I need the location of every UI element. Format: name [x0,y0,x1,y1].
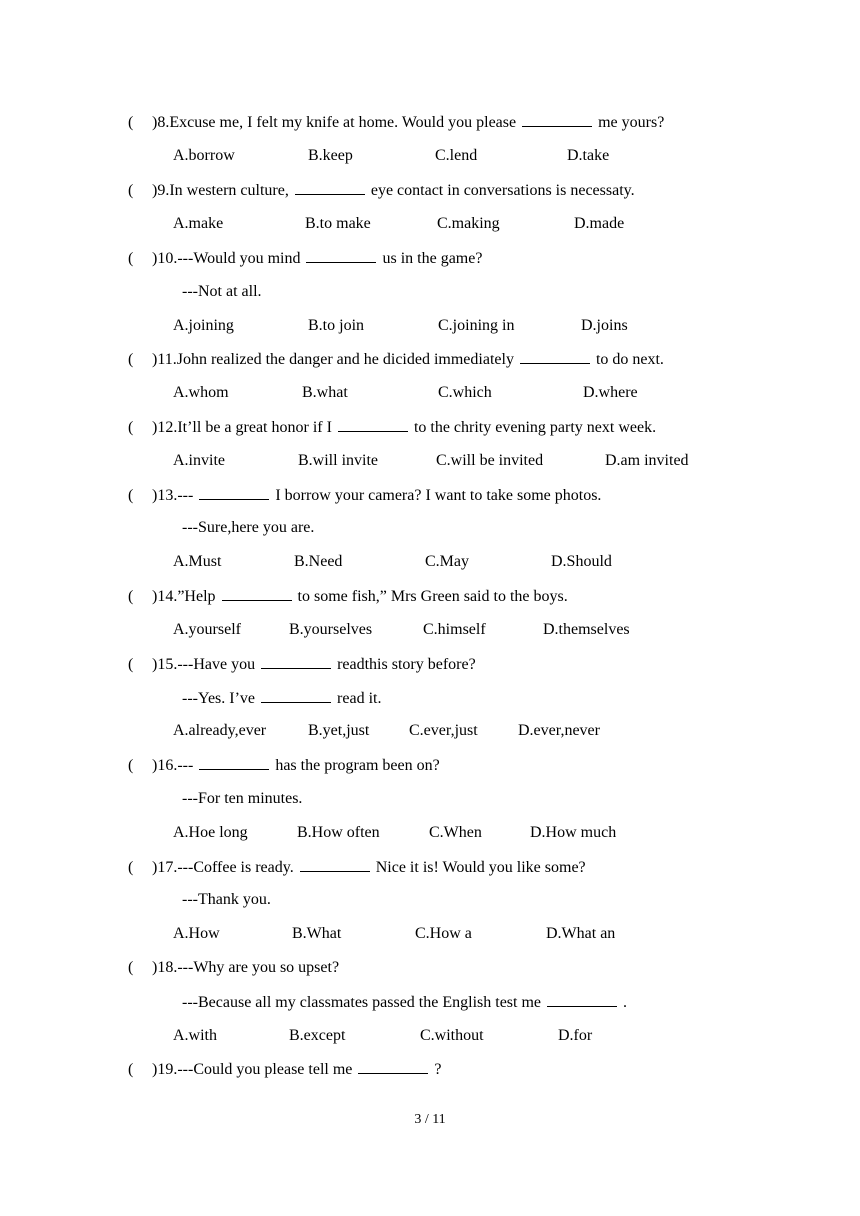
option-c[interactable]: C.making [437,215,500,232]
question-text-after: ? [434,1061,442,1078]
reply-16: ---For ten minutes. [182,790,303,807]
option-a[interactable]: A.with [173,1027,217,1044]
question-text: )18.---Why are you so upset? [152,959,340,976]
option-d[interactable]: D.themselves [543,621,630,638]
answer-blank[interactable] [358,1059,428,1074]
answer-bracket[interactable]: ( [128,114,134,131]
option-c[interactable]: C.which [438,384,492,401]
option-c[interactable]: C.ever,just [409,722,478,739]
reply-text: ---Yes. I’ve [182,690,256,707]
option-b[interactable]: B.How often [297,824,380,841]
question-text: )8.Excuse me, I felt my knife at home. Would you please [152,114,517,131]
question-text-after: readthis story before? [337,656,476,673]
reply-13: ---Sure,here you are. [182,519,315,536]
option-d[interactable]: D.am invited [605,452,689,469]
question-18 [128,958,339,978]
answer-blank[interactable] [522,112,592,127]
question-15 [128,654,476,675]
question-text-after: to do next. [595,351,664,368]
answer-bracket[interactable]: ( [128,859,134,876]
option-a[interactable]: A.whom [173,384,229,401]
answer-bracket[interactable]: ( [128,351,134,368]
question-text: )15.---Have you [152,656,256,673]
question-10 [128,248,482,269]
question-text-after: I borrow your camera? I want to take some photos. [275,487,602,504]
question-text: )14.”Help [152,588,216,605]
reply-18 [182,992,627,1013]
option-c[interactable]: C.joining in [438,317,515,334]
question-text: )9.In western culture, [152,182,289,199]
question-16 [128,755,440,776]
reply-10: ---Not at all. [182,283,262,300]
option-b[interactable]: B.to make [305,215,371,232]
question-14 [128,586,568,607]
reply-15 [182,688,381,709]
answer-blank[interactable] [306,248,376,263]
question-9 [128,180,635,201]
answer-bracket[interactable]: ( [128,757,134,774]
reply-17: ---Thank you. [182,891,271,908]
question-text-after: has the program been on? [275,757,440,774]
option-d[interactable]: D.where [583,384,638,401]
reply-text-after: . [623,994,628,1011]
answer-blank[interactable] [295,180,365,195]
question-text: )16.--- [152,757,194,774]
option-a[interactable]: A.make [173,215,224,232]
option-b[interactable]: B.except [289,1027,346,1044]
question-text-after: to some fish,” Mrs Green said to the boys. [297,588,568,605]
option-d[interactable]: D.How much [530,824,617,841]
answer-blank[interactable] [261,654,331,669]
option-a[interactable]: A.yourself [173,621,241,638]
option-b[interactable]: B.Need [294,553,343,570]
option-b[interactable]: B.keep [308,147,353,164]
question-13 [128,485,601,506]
answer-bracket[interactable]: ( [128,1061,134,1078]
question-text: )13.--- [152,487,194,504]
option-d[interactable]: D.What an [546,925,616,942]
answer-blank[interactable] [199,755,269,770]
question-text-after: Nice it is! Would you like some? [375,859,586,876]
option-b[interactable]: B.What [292,925,342,942]
question-11 [128,349,664,370]
question-text-after: to the chrity evening party next week. [413,419,657,436]
option-d[interactable]: D.Should [551,553,612,570]
option-c[interactable]: C.himself [423,621,486,638]
answer-blank[interactable] [261,688,331,703]
option-a[interactable]: A.joining [173,317,234,334]
answer-blank[interactable] [222,586,292,601]
answer-blank[interactable] [520,349,590,364]
option-b[interactable]: B.will invite [298,452,378,469]
answer-bracket[interactable]: ( [128,487,134,504]
reply-text: ---Because all my classmates passed the English test me [182,994,542,1011]
question-8 [128,112,664,133]
answer-bracket[interactable]: ( [128,588,134,605]
option-b[interactable]: B.what [302,384,348,401]
page-number: 3 / 11 [414,1112,446,1127]
option-a[interactable]: A.Hoe long [173,824,248,841]
option-a[interactable]: A.How [173,925,220,942]
answer-bracket[interactable]: ( [128,656,134,673]
option-d[interactable]: D.made [574,215,625,232]
question-12 [128,417,656,438]
question-19 [128,1059,442,1080]
answer-bracket[interactable]: ( [128,182,134,199]
answer-blank[interactable] [199,485,269,500]
question-text: )12.It’ll be a great honor if I [152,419,332,436]
option-b[interactable]: B.yourselves [289,621,373,638]
option-d[interactable]: D.take [567,147,610,164]
option-c[interactable]: C.will be invited [436,452,544,469]
question-text: )19.---Could you please tell me [152,1061,353,1078]
answer-bracket[interactable]: ( [128,419,134,436]
question-text: )10.---Would you mind [152,250,301,267]
question-text-after: us in the game? [382,250,483,267]
answer-blank[interactable] [338,417,408,432]
option-b[interactable]: B.to join [308,317,365,334]
option-a[interactable]: A.invite [173,452,225,469]
reply-text-after: read it. [337,690,382,707]
question-text-after: eye contact in conversations is necessaty. [370,182,635,199]
option-c[interactable]: C.May [425,553,469,570]
option-c[interactable]: C.When [429,824,482,841]
question-text-after: me yours? [598,114,665,131]
question-17 [128,857,586,878]
question-text: )11.John realized the danger and he dicided immediately [152,351,514,368]
option-d[interactable]: D.for [558,1027,593,1044]
option-b[interactable]: B.yet,just [308,722,370,739]
option-d[interactable]: D.joins [581,317,628,334]
option-d[interactable]: D.ever,never [518,722,600,739]
option-c[interactable]: C.lend [435,147,478,164]
option-a[interactable]: A.already,ever [173,722,267,739]
question-text: )17.---Coffee is ready. [152,859,294,876]
option-c[interactable]: C.without [420,1027,484,1044]
option-a[interactable]: A.borrow [173,147,235,164]
answer-blank[interactable] [300,857,370,872]
answer-bracket[interactable]: ( [128,959,134,976]
answer-blank[interactable] [547,992,617,1007]
answer-bracket[interactable]: ( [128,250,134,267]
option-c[interactable]: C.How a [415,925,472,942]
option-a[interactable]: A.Must [173,553,222,570]
